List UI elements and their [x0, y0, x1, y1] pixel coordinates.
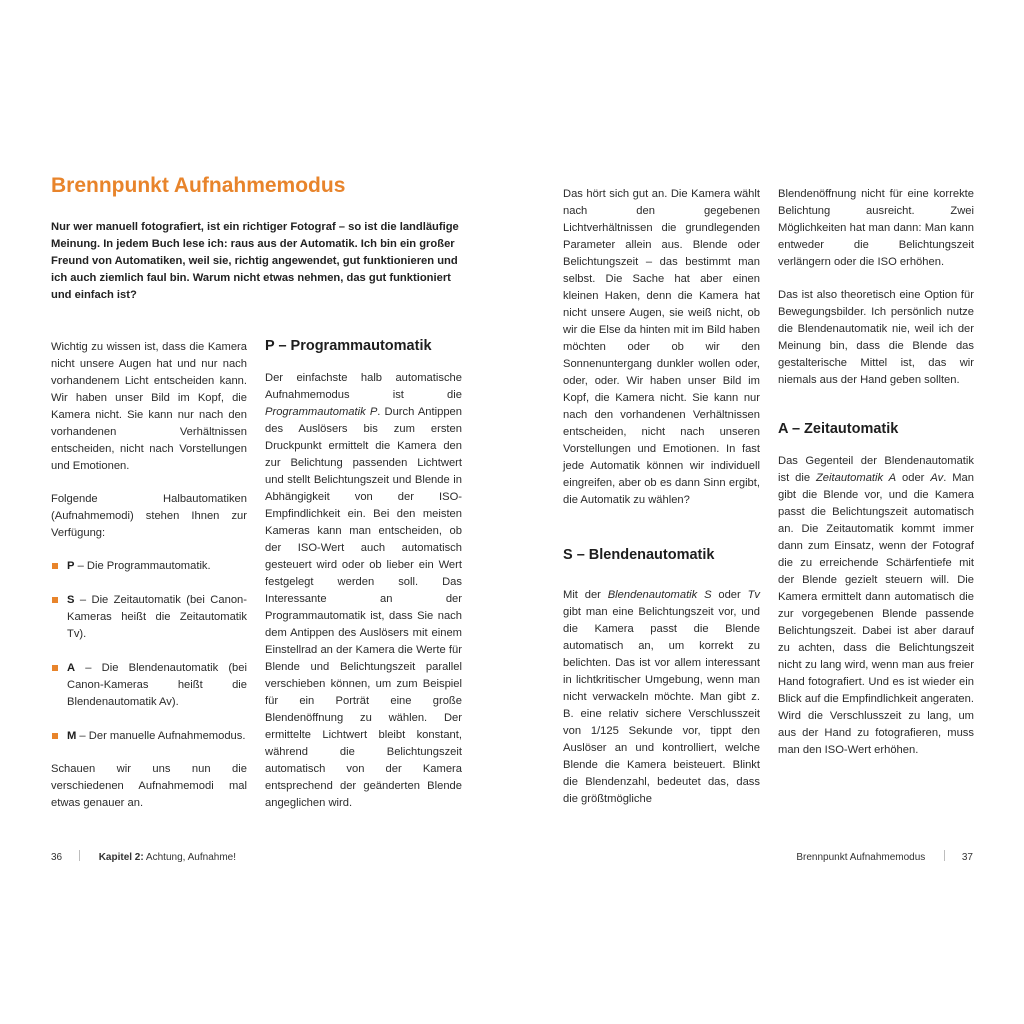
mode-description: – Die Blendenautomatik (bei Canon-Kameras heißt die Blendenautomatik Av). — [67, 662, 247, 708]
section-heading-program: P – Programmautomatik — [265, 338, 432, 354]
col1-paragraph-3: Schauen wir uns nun die verschiedenen Aufnahmemodi mal etwas genauer an. — [51, 763, 247, 809]
footer-section-title: Brennpunkt Aufnahmemodus — [796, 852, 926, 863]
text-run: Der einfachste halb automatische Aufnahmemodus ist die — [265, 372, 462, 401]
page-number-left: 36 — [51, 852, 63, 863]
footer-chapter-title: Achtung, Aufnahme! — [143, 852, 236, 863]
orange-square-bullet-icon — [52, 563, 58, 569]
mode-letter: M — [67, 730, 77, 742]
mode-letter: A — [67, 662, 76, 674]
text-run: . Durch Antippen des Auslösers bis zum ersten Druckpunkt ermittelt die Kamera den zur Belichtung passenden Lichtwert und stellt Belichtungszeit und Blende in Abhängigkeit von der ISO-Empfindlichkeit ein. Bei den meisten Kameras kann man entscheiden, ob der ISO-Wert auch automatisch gesteuert wird oder ob lieber ein Wert festgelegt werden soll. Das Interessante an der Programmautomatik ist, dass Sie nach dem Antippen des Auslösers mit einem Einstellrad an der Kamera die Werte für Blende und Belichtungszeit parallel verschieben können, um zum Beispiel für ein Porträt eine große Blendenöffnung zu wählen. Der ermittelte Lichtwert bleibt konstant, während die Belichtungszeit automatisch von der Kamera entsprechend der geänderten Blende angeglichen wird. — [265, 406, 463, 809]
term-italic: Programmautomatik P — [265, 406, 378, 418]
page-number-right: 37 — [961, 852, 973, 863]
col4-paragraph-2: Das ist also theoretisch eine Option für Bewegungsbilder. Ich persönlich nutze die Blendenautomatik nie, weil ich der Meinung bin, dass die Blende das gestalterische Mittel ist, das wir niemals aus der Hand geben sollten. — [778, 289, 974, 386]
intro-paragraph: Nur wer manuell fotografiert, ist ein richtiger Fotograf – so ist die landläufige Meinung. In jedem Buch lese ich: raus aus der Automatik. Ich bin ein großer Freund von Automatiken, weil sie, richtig angewendet, gut funktionieren und ich auch ziemlich faul bin. Warum nicht etwas nehmen, das gut funktioniert und einfach ist? — [51, 221, 459, 301]
term-italic: Blendenautomatik S — [607, 589, 712, 601]
text-run: Das Gegenteil der Blendenautomatik ist die — [778, 455, 974, 484]
mode-letter: P — [67, 560, 75, 572]
footer-left — [51, 850, 236, 865]
footer-separator — [79, 850, 80, 861]
term-italic: Zeitautomatik A — [815, 472, 897, 484]
col3-paragraph-2 — [563, 587, 760, 808]
list-item — [51, 592, 247, 643]
list-item — [51, 728, 247, 745]
footer-chapter-label: Kapitel 2: — [98, 852, 144, 863]
orange-square-bullet-icon — [52, 597, 58, 603]
term-italic: Tv — [747, 589, 760, 601]
col2-paragraph-1 — [265, 370, 462, 812]
col3-paragraph-1: Das hört sich gut an. Die Kamera wählt nach den gegebenen Lichtverhältnissen die grundlegenden Parameter allein aus. Blende oder Belichtungszeit – das bestimmt man selbst. Die Sache hat aber einen kleinen Haken, denn die Kamera hat nicht unsere Augen, sie weiß nicht, ob wir die Else da hinten mit im Bild haben möchten oder ob wir den Sonnenuntergang dunkler wollen oder, oder, oder. Wir haben unser Bild im Kopf, die Kamera nicht. Sie kann nur nach den vorhandenen Verhältnissen entscheiden, nicht nach unseren Vorstellungen und Emotionen. In fast jede Automatik können wir individuell eingreifen, aber ob es dann Sinn ergibt, die Automatik zu wählen? — [563, 188, 760, 506]
term-italic: Av — [930, 472, 944, 484]
col4-paragraph-1: Blendenöffnung nicht für eine korrekte Belichtung ausreicht. Zwei Möglichkeiten hat man dann: Man kann entweder die Belichtungszeit verlängern oder die ISO erhöhen. — [778, 188, 974, 268]
footer-separator — [944, 850, 945, 861]
list-item — [51, 558, 247, 575]
text-run: Mit der — [563, 589, 608, 601]
text-run: . Man gibt die Blende vor, und die Kamera passt die Belichtungszeit automatisch an. Die Zeitautomatik kommt immer dann zum Einsatz, wenn der Fotograf die zu erreichende Schärfentiefe mit der Blende gezielt steuern will. Die Kamera ermittelt dann automatisch die zur vorgegebenen Blende passende Belichtungszeit. Dabei ist aber darauf zu achten, dass die Belichtungszeit nicht zu lang wird, wenn man aus freier Hand fotografiert. Und es ist wieder ein Blick auf die Empfindlichkeit angeraten. Wird die Verschlusszeit zu lang, um aus der Hand zu fotografieren, muss man den ISO-Wert erhöhen. — [778, 472, 974, 756]
col4-paragraph-3 — [778, 453, 974, 759]
mode-description: – Die Zeitautomatik (bei Canon-Kameras heißt die Zeitautomatik Tv). — [67, 594, 247, 640]
column-1 — [51, 339, 247, 812]
section-heading-aperture-priority: S – Blendenautomatik — [563, 547, 715, 563]
mode-description: – Die Programmautomatik. — [74, 560, 211, 572]
chapter-section-title: Brennpunkt Aufnahmemodus — [51, 174, 346, 197]
column-3 — [563, 186, 760, 808]
section-heading-shutter-priority: A – Zeitautomatik — [778, 421, 899, 437]
text-run: oder — [711, 589, 748, 601]
text-run: gibt man eine Belichtungszeit vor, und die Kamera passt die Blende automatisch an, um korrekt zu belichten. Das ist vor allem interessant in lichtkritischer Umgebung, wenn man nicht verwackeln möchte. Man gibt z. B. eine relativ sichere Verschlusszeit von 1/125 Sekunde vor, tippt den Auslöser an und kontrolliert, welche Blende die Kamera beisteuert. Blinkt die Blendenzahl, bedeutet das, dass die größtmögliche — [563, 606, 760, 805]
mode-description: – Der manuelle Aufnahmemodus. — [76, 730, 246, 742]
column-2 — [265, 336, 462, 812]
mode-letter: S — [67, 594, 75, 606]
column-4 — [778, 186, 974, 759]
orange-square-bullet-icon — [52, 665, 58, 671]
col1-paragraph-1: Wichtig zu wissen ist, dass die Kamera nicht unsere Augen hat und nur nach vorhandenem Licht entscheiden kann. Wir haben unser Bild im Kopf, die Kamera nicht. Sie kann nur nach den vorhandenen Verhältnissen entscheiden, nicht nach Vorstellungen und Emotionen. — [51, 341, 247, 472]
col1-paragraph-2: Folgende Halbautomatiken (Aufnahmemodi) stehen Ihnen zur Verfügung: — [51, 493, 247, 539]
mode-list — [51, 558, 247, 745]
text-run: oder — [896, 472, 931, 484]
footer-right — [796, 850, 973, 865]
orange-square-bullet-icon — [52, 733, 58, 739]
list-item — [51, 660, 247, 711]
